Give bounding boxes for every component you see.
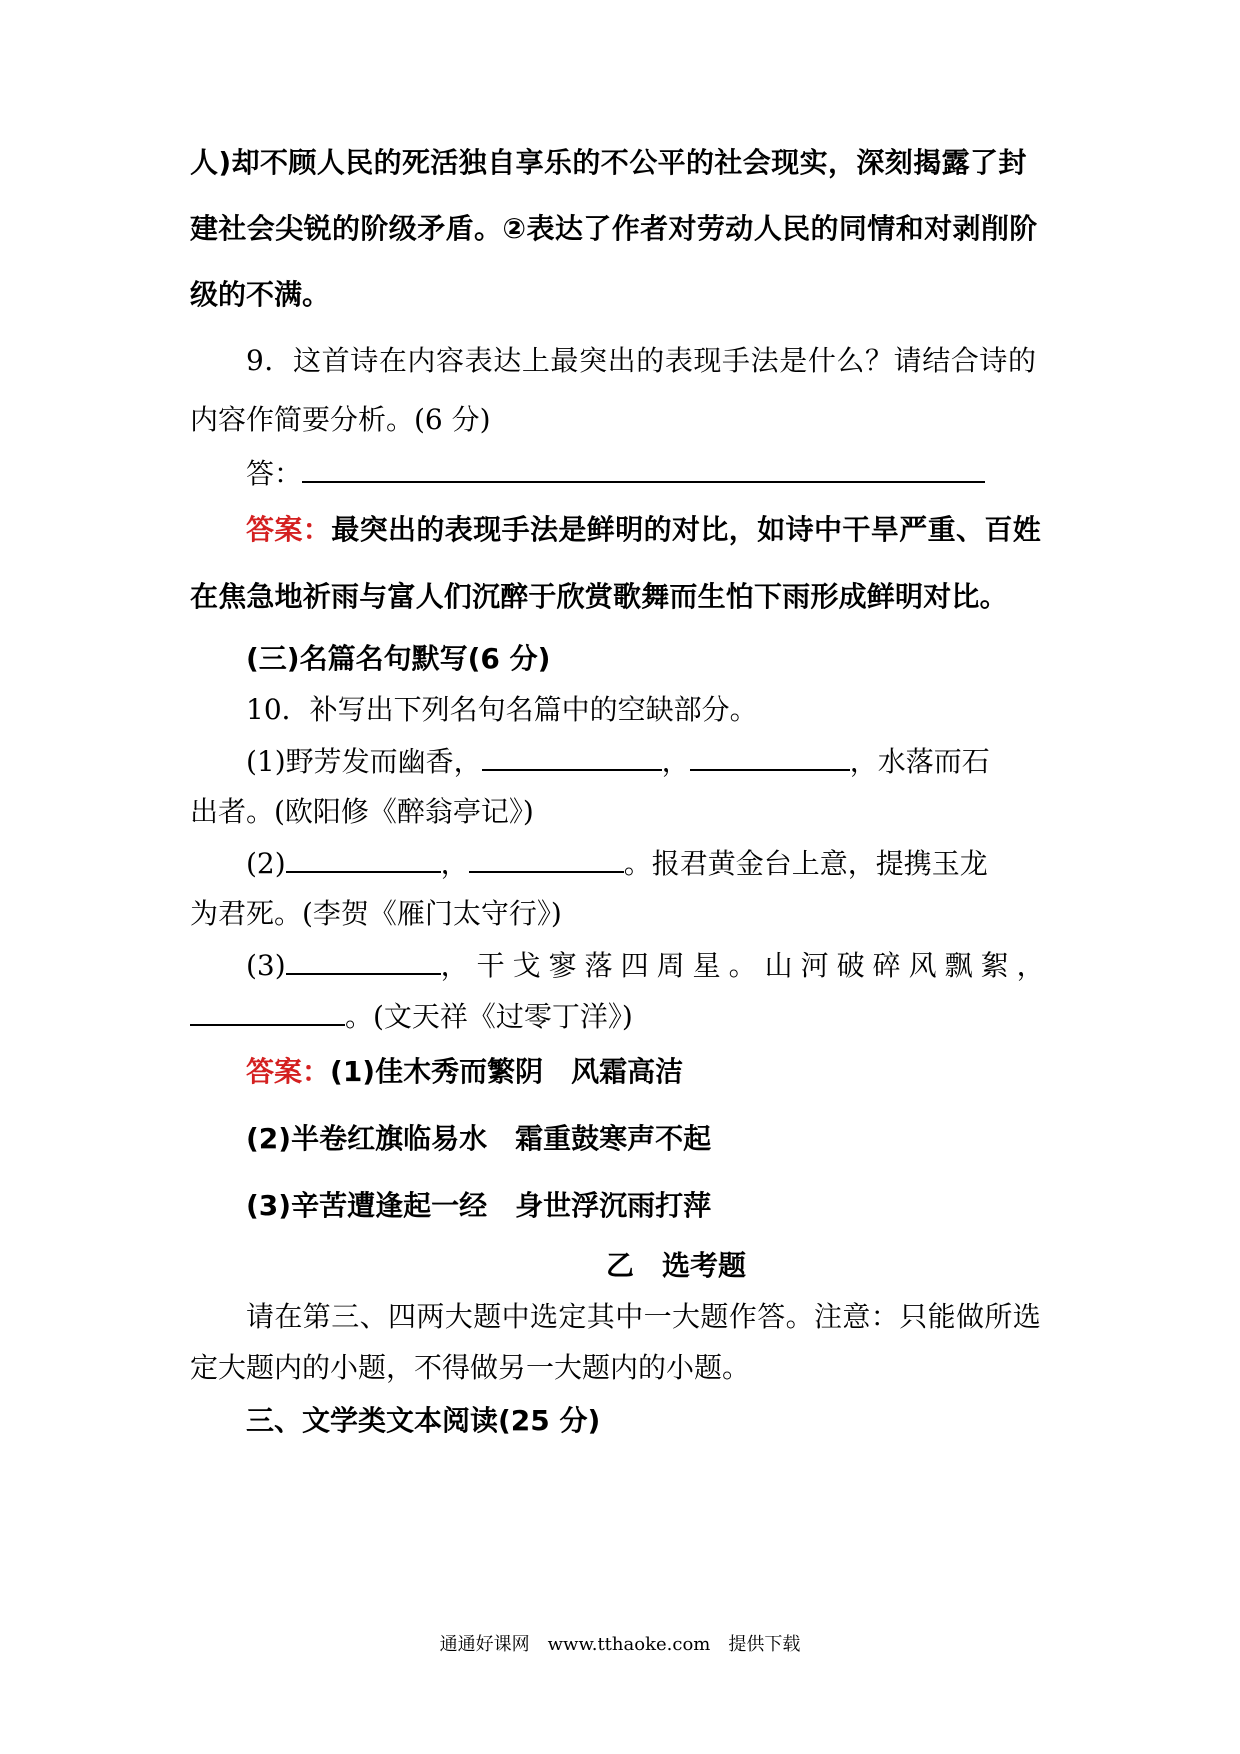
fill-blank[interactable] — [286, 947, 441, 975]
section-heading: 三、文学类文本阅读(25 分) — [246, 1404, 601, 1437]
instruction-line: 请在第三、四两大题中选定其中一大题作答。注意：只能做所选 — [246, 1300, 1042, 1333]
answer-10-line — [246, 1054, 683, 1090]
answer-9-line — [246, 512, 1041, 548]
poem-text: (2) — [246, 847, 286, 880]
question-10-3-line — [190, 998, 633, 1035]
answer-10-text: (1)佳木秀而繁阴 风霜高洁 — [330, 1055, 684, 1088]
poem-text: ，水落而石 — [849, 745, 990, 778]
fill-blank[interactable] — [469, 845, 624, 873]
question-10-2-line — [246, 845, 988, 882]
answer-9-text: 最突出的表现手法是鲜明的对比，如诗中干旱严重、百姓 — [331, 513, 1042, 546]
fill-blank[interactable] — [482, 743, 662, 771]
section-heading: (三)名篇名句默写(6 分) — [246, 642, 551, 675]
instruction-line: 定大题内的小题，不得做另一大题内的小题。 — [190, 1351, 751, 1384]
answer-10-line: (2)半卷红旗临易水 霜重鼓寒声不起 — [246, 1122, 712, 1155]
question-10-line: 10．补写出下列名句名篇中的空缺部分。 — [246, 693, 758, 726]
question-10-1-line — [246, 743, 990, 780]
poem-text: ，干戈寥落四周星。山河破碎风飘絮， — [440, 949, 1053, 982]
answer-label: 答案： — [246, 513, 332, 546]
answer-field-row — [246, 455, 985, 492]
page-footer: 通通好课网 www.tthaoke.com 提供下载 — [439, 1634, 801, 1655]
answer-9-line: 在焦急地祈雨与富人们沉醉于欣赏歌舞而生怕下雨形成鲜明对比。 — [190, 580, 1008, 613]
poem-text: (3) — [246, 949, 286, 982]
poem-text: (1)野芳发而幽香， — [246, 745, 482, 778]
question-10-2-line: 为君死。(李贺《雁门太守行》) — [190, 897, 562, 930]
answer-text-line: 级的不满。 — [190, 278, 331, 311]
fill-blank[interactable] — [286, 845, 441, 873]
poem-text: ， — [440, 847, 469, 880]
poem-text: 。报君黄金台上意，提携玉龙 — [623, 847, 988, 880]
part-heading: 乙 选考题 — [605, 1249, 746, 1282]
answer-prefix: 答： — [246, 457, 303, 490]
question-10-1-line: 出者。(欧阳修《醉翁亭记》) — [190, 795, 534, 828]
fill-blank[interactable] — [690, 743, 850, 771]
question-9-line: 9．这首诗在内容表达上最突出的表现手法是什么？请结合诗的 — [246, 344, 1037, 377]
answer-text-line: 人)却不顾人民的死活独自享乐的不公平的社会现实，深刻揭露了封 — [190, 146, 1027, 179]
poem-text: 。(文天祥《过零丁洋》) — [345, 1000, 633, 1033]
poem-text: ， — [661, 745, 690, 778]
answer-label: 答案： — [246, 1055, 331, 1088]
question-9-line: 内容作简要分析。(6 分) — [190, 403, 491, 436]
answer-blank[interactable] — [302, 455, 985, 483]
answer-text-line: 建社会尖锐的阶级矛盾。②表达了作者对劳动人民的同情和对剥削阶 — [190, 212, 1038, 245]
answer-10-line: (3)辛苦遭逢起一经 身世浮沉雨打萍 — [246, 1189, 712, 1222]
fill-blank[interactable] — [190, 998, 345, 1026]
question-10-3-line — [246, 947, 1053, 984]
